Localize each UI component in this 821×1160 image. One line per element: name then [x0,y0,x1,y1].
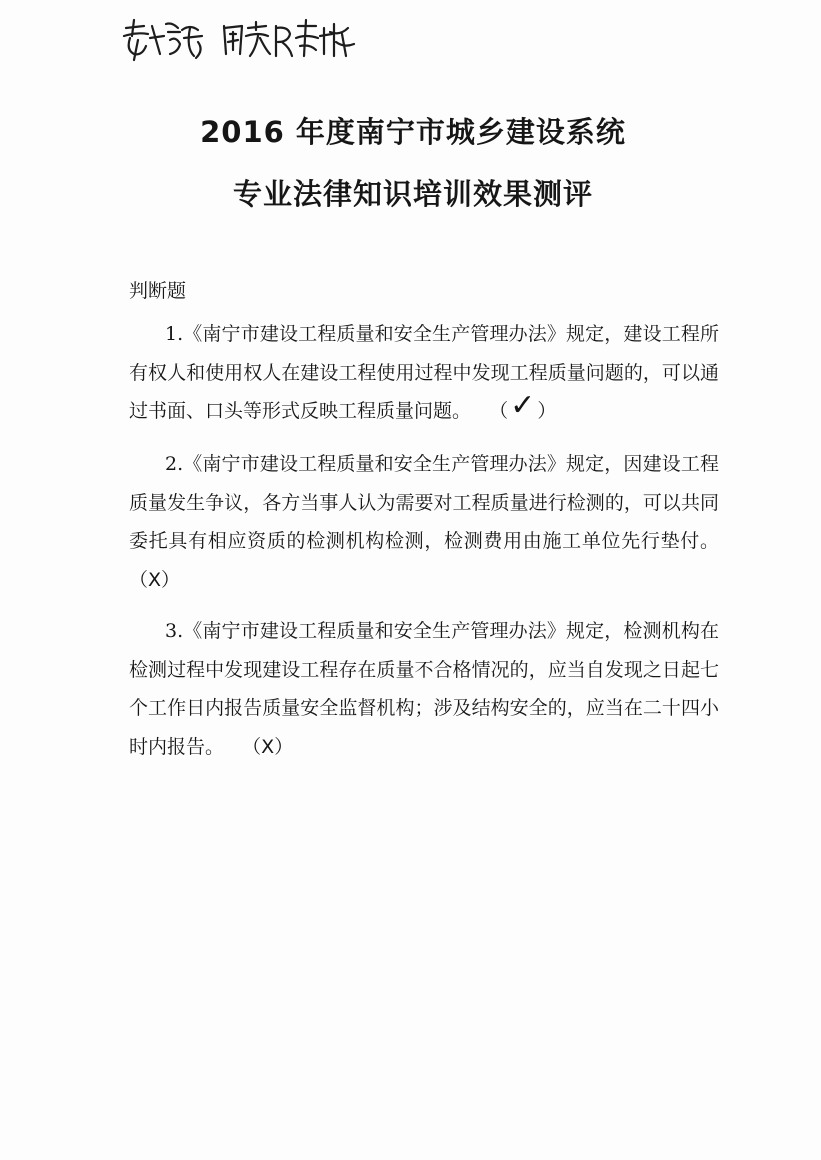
title-line-1: 2016 年度南宁市城乡建设系统 [200,115,626,149]
cross-mark-icon: X [148,568,162,591]
question-item [129,315,719,431]
answer-mark: （✓ ） [489,388,557,423]
handwritten-signature [120,14,360,64]
question-text: 3.《南宁市建设工程质量和安全生产管理办法》规定，检测机构在检测过程中发现建设工程存在质量不合格情况的，应当自发现之日起七个工作日内报告质量安全监督机构；涉及结构安全的，应当在二十四小时内报告。 [129,620,719,758]
check-mark-icon: ✓ [510,388,536,423]
question-text: 1.《南宁市建设工程质量和安全生产管理办法》规定，建设工程所有权人和使用权人在建设工程使用过程中发现工程质量问题的，可以通过书面、口头等形式反映工程质量问题。 [129,323,719,422]
section-heading: 判断题 [129,280,187,302]
answer-mark: （X） [129,568,181,591]
answer-mark: （X） [242,735,294,758]
cross-mark-icon: X [261,735,275,758]
question-text: 2.《南宁市建设工程质量和安全生产管理办法》规定，因建设工程质量发生争议，各方当事人认为需要对工程质量进行检测的，可以共同委托具有相应资质的检测机构检测，检测费用由施工单位先行垫付。 [129,453,719,552]
title-line-2: 专业法律知识培训效果测评 [232,177,593,211]
question-item [129,445,719,599]
question-item [129,612,719,766]
